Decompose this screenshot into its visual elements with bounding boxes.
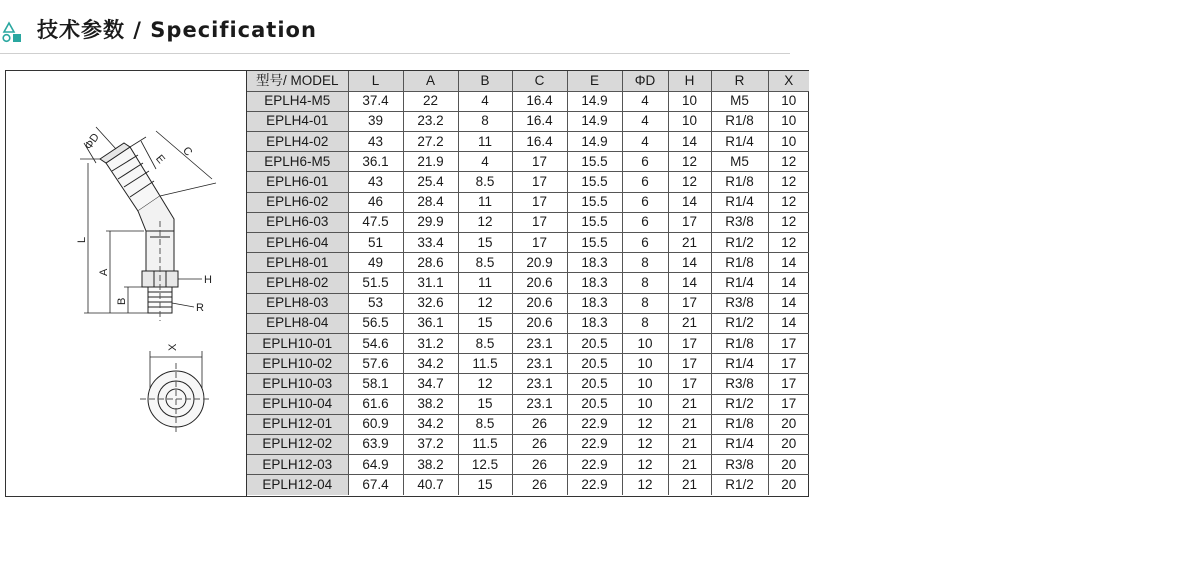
cell-e: 15.5	[567, 172, 622, 192]
cell-a: 32.6	[403, 293, 458, 313]
cell-l: 39	[348, 111, 403, 131]
cell-model: EPLH4-01	[247, 111, 348, 131]
cell-c: 23.1	[512, 374, 567, 394]
label-x: X	[167, 343, 179, 351]
cell-model: EPLH8-03	[247, 293, 348, 313]
cell-phi-d: 10	[622, 354, 668, 374]
cell-x: 17	[768, 354, 809, 374]
cell-phi-d: 12	[622, 414, 668, 434]
cell-h: 14	[668, 273, 711, 293]
cell-a: 22	[403, 91, 458, 111]
cell-e: 15.5	[567, 192, 622, 212]
label-h: H	[204, 274, 212, 286]
cell-r: R3/8	[711, 212, 768, 232]
table-row	[247, 374, 809, 394]
cell-phi-d: 4	[622, 111, 668, 131]
specification-panel	[5, 70, 809, 497]
cell-l: 46	[348, 192, 403, 212]
col-x: X	[768, 71, 809, 91]
cell-c: 23.1	[512, 333, 567, 353]
cell-x: 12	[768, 212, 809, 232]
table-row	[247, 192, 809, 212]
cell-r: M5	[711, 152, 768, 172]
cell-l: 60.9	[348, 414, 403, 434]
table-row	[247, 313, 809, 333]
cell-e: 15.5	[567, 152, 622, 172]
table-row	[247, 212, 809, 232]
cell-e: 14.9	[567, 91, 622, 111]
cell-phi-d: 8	[622, 253, 668, 273]
cell-phi-d: 12	[622, 455, 668, 475]
cell-model: EPLH10-03	[247, 374, 348, 394]
cell-a: 36.1	[403, 313, 458, 333]
cell-e: 18.3	[567, 313, 622, 333]
col-r: R	[711, 71, 768, 91]
cell-phi-d: 6	[622, 172, 668, 192]
cell-l: 43	[348, 132, 403, 152]
cell-b: 12	[458, 374, 512, 394]
table-row	[247, 455, 809, 475]
col-e: E	[567, 71, 622, 91]
cell-x: 14	[768, 313, 809, 333]
cell-r: R3/8	[711, 374, 768, 394]
cell-b: 8	[458, 111, 512, 131]
cell-c: 26	[512, 414, 567, 434]
col-b: B	[458, 71, 512, 91]
cell-phi-d: 8	[622, 313, 668, 333]
cell-l: 54.6	[348, 333, 403, 353]
cell-h: 17	[668, 354, 711, 374]
cell-c: 26	[512, 455, 567, 475]
cell-b: 15	[458, 313, 512, 333]
cell-c: 16.4	[512, 111, 567, 131]
cell-b: 8.5	[458, 333, 512, 353]
cell-e: 22.9	[567, 475, 622, 495]
cell-h: 10	[668, 111, 711, 131]
cell-x: 10	[768, 132, 809, 152]
table-row	[247, 172, 809, 192]
cell-b: 15	[458, 233, 512, 253]
cell-l: 53	[348, 293, 403, 313]
cell-a: 34.2	[403, 354, 458, 374]
cell-c: 17	[512, 212, 567, 232]
cell-h: 17	[668, 293, 711, 313]
cell-e: 18.3	[567, 273, 622, 293]
cell-phi-d: 8	[622, 273, 668, 293]
cell-r: R1/4	[711, 434, 768, 454]
cell-l: 67.4	[348, 475, 403, 495]
cell-c: 20.6	[512, 293, 567, 313]
cell-phi-d: 10	[622, 394, 668, 414]
cell-c: 17	[512, 152, 567, 172]
table-header-row	[247, 71, 809, 91]
table-row	[247, 354, 809, 374]
cell-h: 21	[668, 414, 711, 434]
cell-h: 21	[668, 313, 711, 333]
cell-r: R1/4	[711, 132, 768, 152]
cell-a: 34.2	[403, 414, 458, 434]
label-r: R	[196, 302, 204, 314]
cell-c: 17	[512, 172, 567, 192]
cell-h: 21	[668, 394, 711, 414]
cell-x: 17	[768, 333, 809, 353]
cell-e: 20.5	[567, 333, 622, 353]
cell-x: 14	[768, 253, 809, 273]
cell-x: 10	[768, 91, 809, 111]
cell-a: 28.4	[403, 192, 458, 212]
cell-b: 4	[458, 152, 512, 172]
fitting-end-view	[140, 363, 212, 435]
cell-model: EPLH8-02	[247, 273, 348, 293]
cell-a: 38.2	[403, 455, 458, 475]
cell-r: R1/8	[711, 414, 768, 434]
cell-e: 20.5	[567, 354, 622, 374]
cell-h: 21	[668, 233, 711, 253]
table-row	[247, 293, 809, 313]
cell-r: R3/8	[711, 455, 768, 475]
label-l: L	[76, 236, 88, 243]
cell-l: 51	[348, 233, 403, 253]
cell-e: 18.3	[567, 293, 622, 313]
col-h: H	[668, 71, 711, 91]
cell-model: EPLH10-02	[247, 354, 348, 374]
label-a: A	[98, 268, 110, 276]
cell-e: 20.5	[567, 374, 622, 394]
label-c: C	[180, 144, 195, 159]
label-e: E	[153, 152, 167, 167]
cell-l: 63.9	[348, 434, 403, 454]
table-row	[247, 273, 809, 293]
cell-a: 31.1	[403, 273, 458, 293]
cell-c: 20.6	[512, 273, 567, 293]
table-row	[247, 475, 809, 495]
cell-r: R1/2	[711, 394, 768, 414]
cell-h: 21	[668, 475, 711, 495]
cell-l: 36.1	[348, 152, 403, 172]
cell-x: 12	[768, 192, 809, 212]
cell-l: 61.6	[348, 394, 403, 414]
cell-model: EPLH4-M5	[247, 91, 348, 111]
cell-x: 20	[768, 434, 809, 454]
cell-r: R1/4	[711, 192, 768, 212]
cell-a: 28.6	[403, 253, 458, 273]
cell-x: 20	[768, 455, 809, 475]
cell-x: 10	[768, 111, 809, 131]
cell-e: 20.5	[567, 394, 622, 414]
cell-l: 58.1	[348, 374, 403, 394]
cell-b: 12	[458, 212, 512, 232]
cell-e: 14.9	[567, 111, 622, 131]
table-row	[247, 333, 809, 353]
cell-a: 33.4	[403, 233, 458, 253]
cell-x: 17	[768, 374, 809, 394]
label-b: B	[116, 297, 128, 305]
table-row	[247, 152, 809, 172]
cell-a: 31.2	[403, 333, 458, 353]
cell-model: EPLH6-02	[247, 192, 348, 212]
cell-a: 23.2	[403, 111, 458, 131]
cell-a: 21.9	[403, 152, 458, 172]
cell-l: 57.6	[348, 354, 403, 374]
cell-c: 23.1	[512, 354, 567, 374]
table-row	[247, 233, 809, 253]
cell-b: 15	[458, 475, 512, 495]
cell-x: 14	[768, 273, 809, 293]
cell-l: 51.5	[348, 273, 403, 293]
cell-r: R1/2	[711, 313, 768, 333]
cell-l: 56.5	[348, 313, 403, 333]
table-row	[247, 434, 809, 454]
cell-c: 17	[512, 192, 567, 212]
cell-h: 17	[668, 333, 711, 353]
cell-b: 8.5	[458, 414, 512, 434]
cell-phi-d: 6	[622, 233, 668, 253]
cell-c: 26	[512, 475, 567, 495]
specification-table-body	[247, 91, 809, 495]
header-divider	[0, 53, 790, 54]
cell-h: 17	[668, 212, 711, 232]
col-phi-d: ΦD	[622, 71, 668, 91]
cell-c: 16.4	[512, 132, 567, 152]
cell-e: 15.5	[567, 212, 622, 232]
cell-model: EPLH6-03	[247, 212, 348, 232]
table-row	[247, 253, 809, 273]
cell-e: 15.5	[567, 233, 622, 253]
cell-x: 12	[768, 152, 809, 172]
cell-h: 17	[668, 374, 711, 394]
cell-e: 18.3	[567, 253, 622, 273]
cell-a: 38.2	[403, 394, 458, 414]
cell-x: 20	[768, 414, 809, 434]
cell-a: 27.2	[403, 132, 458, 152]
cell-phi-d: 12	[622, 475, 668, 495]
cell-a: 40.7	[403, 475, 458, 495]
table-row	[247, 394, 809, 414]
cell-b: 11.5	[458, 434, 512, 454]
spec-logo-icon	[2, 21, 24, 43]
cell-a: 37.2	[403, 434, 458, 454]
cell-l: 64.9	[348, 455, 403, 475]
cell-model: EPLH6-M5	[247, 152, 348, 172]
cell-l: 47.5	[348, 212, 403, 232]
cell-c: 20.6	[512, 313, 567, 333]
page-header	[0, 10, 790, 54]
table-row	[247, 91, 809, 111]
cell-a: 34.7	[403, 374, 458, 394]
cell-b: 8.5	[458, 172, 512, 192]
cell-r: R1/4	[711, 354, 768, 374]
cell-model: EPLH12-02	[247, 434, 348, 454]
cell-model: EPLH10-04	[247, 394, 348, 414]
dimension-labels	[76, 131, 212, 351]
cell-model: EPLH6-01	[247, 172, 348, 192]
cell-e: 22.9	[567, 414, 622, 434]
cell-l: 43	[348, 172, 403, 192]
cell-h: 21	[668, 434, 711, 454]
cell-model: EPLH12-04	[247, 475, 348, 495]
cell-e: 22.9	[567, 434, 622, 454]
fitting-side-view	[100, 143, 178, 321]
col-a: A	[403, 71, 458, 91]
cell-h: 14	[668, 192, 711, 212]
label-phi-d: ΦD	[82, 131, 102, 152]
cell-b: 8.5	[458, 253, 512, 273]
cell-r: R1/8	[711, 333, 768, 353]
cell-model: EPLH10-01	[247, 333, 348, 353]
page-title: 技术参数 / Specification	[37, 18, 317, 42]
cell-phi-d: 10	[622, 374, 668, 394]
cell-a: 25.4	[403, 172, 458, 192]
cell-h: 12	[668, 172, 711, 192]
cell-r: R1/8	[711, 253, 768, 273]
cell-model: EPLH8-01	[247, 253, 348, 273]
cell-b: 11	[458, 273, 512, 293]
cell-model: EPLH12-01	[247, 414, 348, 434]
cell-e: 22.9	[567, 455, 622, 475]
cell-phi-d: 12	[622, 434, 668, 454]
cell-b: 4	[458, 91, 512, 111]
cell-r: R1/8	[711, 111, 768, 131]
cell-r: R1/2	[711, 233, 768, 253]
cell-c: 20.9	[512, 253, 567, 273]
cell-c: 17	[512, 233, 567, 253]
table-row	[247, 414, 809, 434]
cell-e: 14.9	[567, 132, 622, 152]
cell-c: 23.1	[512, 394, 567, 414]
cell-model: EPLH12-03	[247, 455, 348, 475]
cell-h: 14	[668, 132, 711, 152]
cell-model: EPLH4-02	[247, 132, 348, 152]
cell-l: 49	[348, 253, 403, 273]
col-l: L	[348, 71, 403, 91]
fitting-drawing	[6, 71, 247, 496]
cell-model: EPLH8-04	[247, 313, 348, 333]
cell-r: M5	[711, 91, 768, 111]
cell-phi-d: 10	[622, 333, 668, 353]
table-row	[247, 111, 809, 131]
cell-b: 12.5	[458, 455, 512, 475]
cell-x: 20	[768, 475, 809, 495]
col-model: 型号/ MODEL	[247, 71, 348, 91]
col-c: C	[512, 71, 567, 91]
fitting-diagram	[6, 71, 247, 496]
cell-b: 15	[458, 394, 512, 414]
table-row	[247, 132, 809, 152]
cell-x: 17	[768, 394, 809, 414]
cell-x: 14	[768, 293, 809, 313]
cell-b: 11	[458, 132, 512, 152]
cell-r: R3/8	[711, 293, 768, 313]
specification-table	[247, 71, 809, 495]
cell-a: 29.9	[403, 212, 458, 232]
cell-phi-d: 6	[622, 152, 668, 172]
cell-r: R1/8	[711, 172, 768, 192]
cell-b: 12	[458, 293, 512, 313]
cell-model: EPLH6-04	[247, 233, 348, 253]
cell-h: 10	[668, 91, 711, 111]
cell-r: R1/4	[711, 273, 768, 293]
cell-c: 26	[512, 434, 567, 454]
cell-x: 12	[768, 233, 809, 253]
cell-h: 14	[668, 253, 711, 273]
cell-phi-d: 6	[622, 192, 668, 212]
cell-phi-d: 4	[622, 132, 668, 152]
cell-phi-d: 6	[622, 212, 668, 232]
cell-phi-d: 4	[622, 91, 668, 111]
cell-b: 11.5	[458, 354, 512, 374]
cell-x: 12	[768, 172, 809, 192]
cell-l: 37.4	[348, 91, 403, 111]
cell-b: 11	[458, 192, 512, 212]
cell-h: 12	[668, 152, 711, 172]
cell-c: 16.4	[512, 91, 567, 111]
cell-h: 21	[668, 455, 711, 475]
cell-r: R1/2	[711, 475, 768, 495]
cell-phi-d: 8	[622, 293, 668, 313]
